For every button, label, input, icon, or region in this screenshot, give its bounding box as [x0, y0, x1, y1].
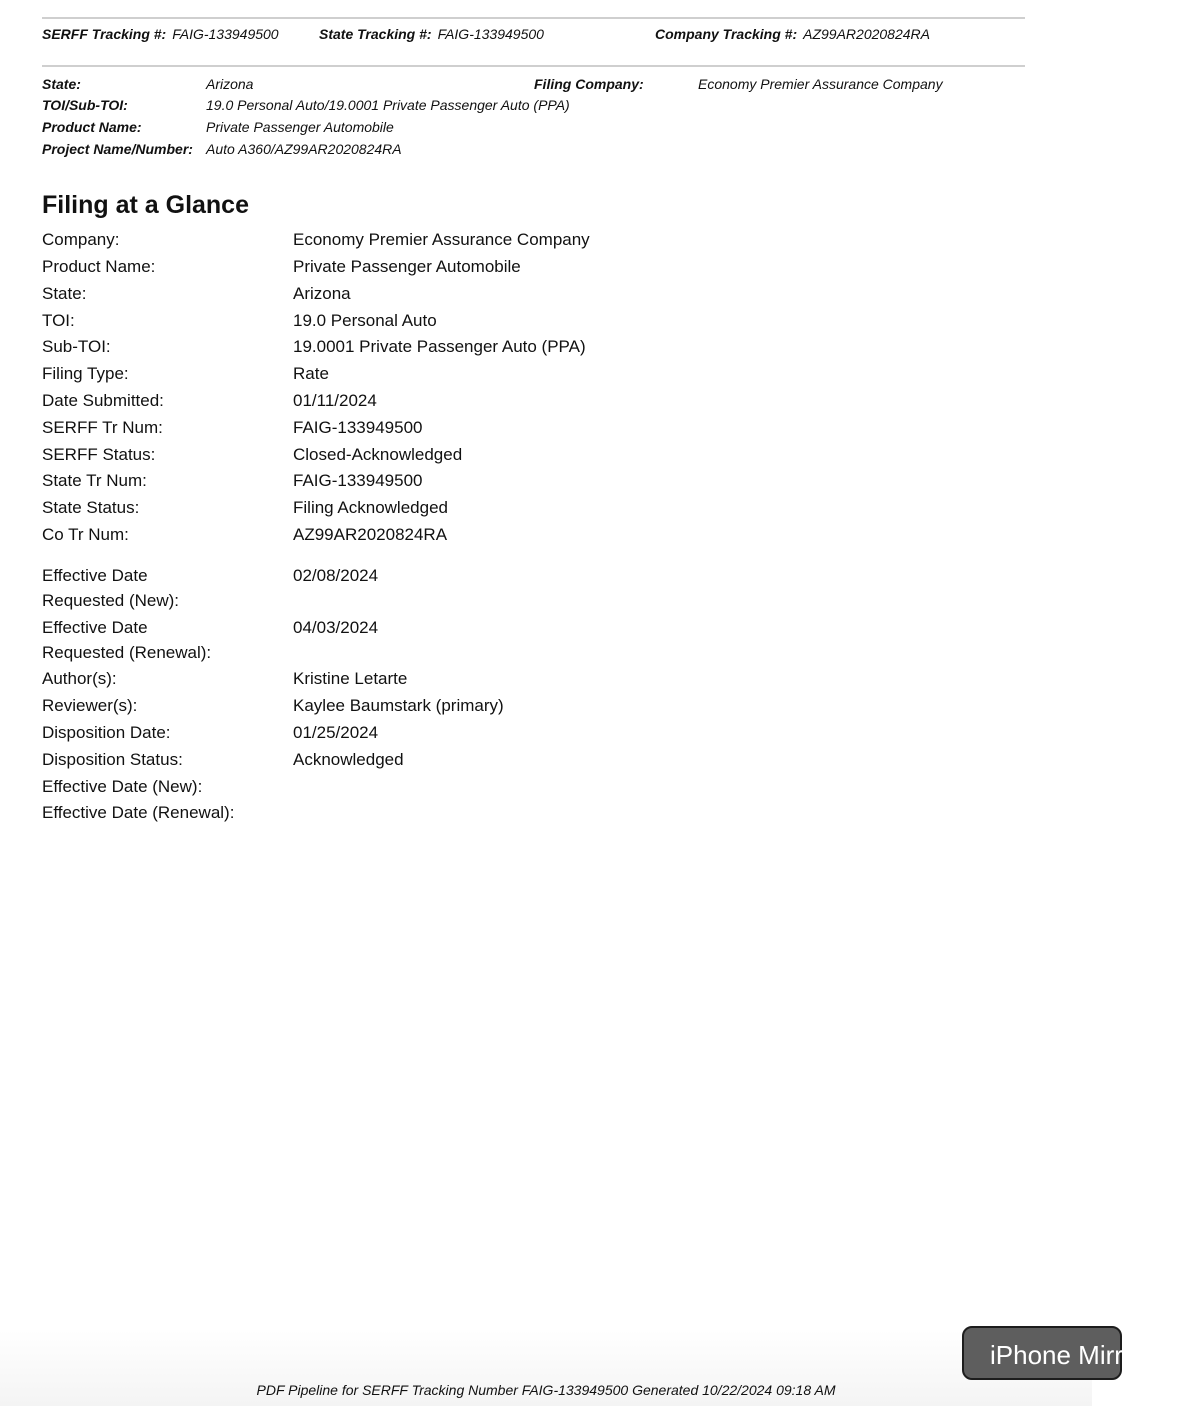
- glance-value: Arizona: [293, 284, 351, 303]
- glance-value: 19.0001 Private Passenger Auto (PPA): [293, 337, 586, 356]
- glance-value: FAIG-133949500: [293, 418, 423, 437]
- glance-value: Rate: [293, 364, 329, 383]
- glance-label: Effective Date (New):: [42, 777, 203, 796]
- company-tracking-value: AZ99AR2020824RA: [803, 26, 930, 42]
- meta-project-label: Project Name/Number:: [42, 141, 193, 157]
- state-tracking-value: FAIG-133949500: [437, 26, 544, 42]
- glance-label: Author(s):: [42, 669, 117, 688]
- glance-label-line: Effective Date: [42, 566, 148, 585]
- glance-label: State:: [42, 284, 87, 303]
- glance-value: Filing Acknowledged: [293, 498, 448, 517]
- meta-project-value: Auto A360/AZ99AR2020824RA: [206, 141, 402, 157]
- glance-value: 19.0 Personal Auto: [293, 311, 437, 330]
- glance-value: Kaylee Baumstark (primary): [293, 696, 504, 715]
- header-rule: [42, 65, 1025, 67]
- glance-label: SERFF Tr Num:: [42, 418, 163, 437]
- glance-value: 01/25/2024: [293, 723, 379, 742]
- meta-product-value: Private Passenger Automobile: [206, 119, 394, 135]
- glance-label: Co Tr Num:: [42, 525, 129, 544]
- glance-label: [42, 563, 282, 613]
- glance-value: 01/11/2024: [293, 391, 377, 410]
- glance-label: Company:: [42, 230, 120, 249]
- glance-label-line: Effective Date: [42, 618, 148, 637]
- iphone-mirroring-button[interactable]: iPhone Mirroring: [962, 1326, 1122, 1380]
- glance-label: Disposition Status:: [42, 750, 183, 769]
- meta-filing-company-label: Filing Company:: [534, 76, 644, 92]
- meta-state-value: Arizona: [206, 76, 254, 92]
- meta-state-label: State:: [42, 76, 81, 92]
- page-title: Filing at a Glance: [42, 191, 249, 219]
- serff-tracking-value: FAIG-133949500: [172, 26, 279, 42]
- glance-value: Acknowledged: [293, 750, 404, 769]
- meta-toi-value: 19.0 Personal Auto/19.0001 Private Passenger Auto (PPA): [206, 97, 570, 113]
- glance-value: Closed-Acknowledged: [293, 445, 463, 464]
- glance-label: [42, 615, 282, 665]
- glance-label: Filing Type:: [42, 364, 129, 383]
- meta-filing-company-value: Economy Premier Assurance Company: [698, 76, 943, 92]
- glance-label: State Status:: [42, 498, 140, 517]
- glance-label: Product Name:: [42, 257, 156, 276]
- glance-label: SERFF Status:: [42, 445, 156, 464]
- meta-product-label: Product Name:: [42, 119, 142, 135]
- glance-value: Private Passenger Automobile: [293, 257, 521, 276]
- glance-label: Effective Date (Renewal):: [42, 803, 235, 822]
- state-tracking-label: State Tracking #:: [319, 26, 432, 42]
- glance-label: TOI:: [42, 311, 75, 330]
- company-tracking-label: Company Tracking #:: [655, 26, 798, 42]
- page-footer: PDF Pipeline for SERFF Tracking Number FAIG-133949500 Generated 10/22/2024 09:18 AM: [256, 1382, 836, 1398]
- serff-tracking-label: SERFF Tracking #:: [42, 26, 167, 42]
- glance-label: State Tr Num:: [42, 471, 147, 490]
- glance-value: 02/08/2024: [293, 566, 379, 585]
- glance-label-line: Requested (New):: [42, 591, 180, 610]
- glance-label: Sub-TOI:: [42, 337, 111, 356]
- glance-label: Disposition Date:: [42, 723, 171, 742]
- glance-label-line: Requested (Renewal):: [42, 643, 212, 662]
- company-tracking: [655, 26, 930, 42]
- glance-value: AZ99AR2020824RA: [293, 525, 448, 544]
- glance-value: Kristine Letarte: [293, 669, 408, 688]
- glance-label: Date Submitted:: [42, 391, 164, 410]
- serff-tracking: [42, 26, 279, 42]
- top-rule: [42, 17, 1025, 19]
- state-tracking: [319, 26, 544, 42]
- glance-label: Reviewer(s):: [42, 696, 138, 715]
- glance-value: Economy Premier Assurance Company: [293, 230, 590, 249]
- glance-value: FAIG-133949500: [293, 471, 423, 490]
- meta-toi-label: TOI/Sub-TOI:: [42, 97, 128, 113]
- glance-value: 04/03/2024: [293, 618, 379, 637]
